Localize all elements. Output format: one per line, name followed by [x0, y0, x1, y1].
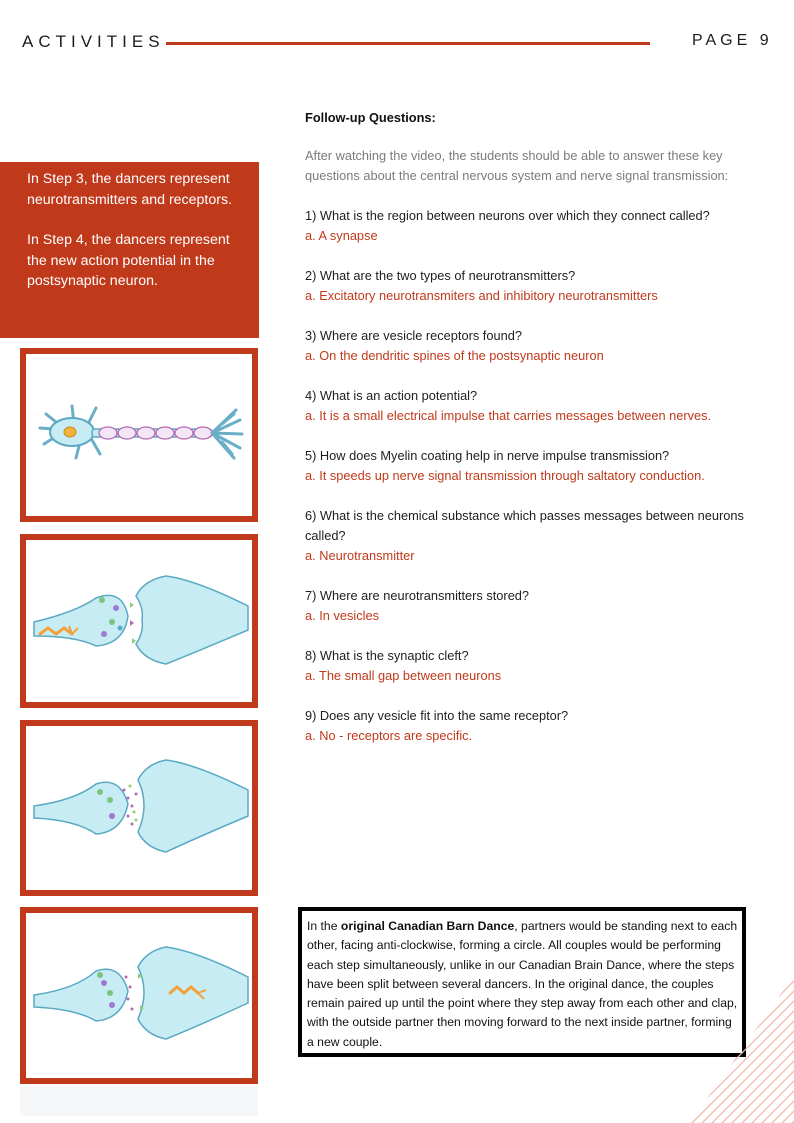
question-item — [305, 706, 765, 746]
answer-text: a. It speeds up nerve signal transmission through saltatory conduction. — [305, 468, 705, 483]
question-text: 2) What are the two types of neurotransmitters? — [305, 268, 576, 283]
questions-heading: Follow-up Questions: — [305, 110, 436, 125]
barn-dance-note — [298, 907, 746, 1057]
synapse-signal-diagram — [26, 540, 252, 702]
question-item — [305, 206, 765, 246]
question-item — [305, 386, 765, 426]
question-item — [305, 646, 765, 686]
question-text: 8) What is the synaptic cleft? — [305, 648, 469, 663]
answer-text: a. Neurotransmitter — [305, 548, 415, 563]
neuron-diagram — [26, 354, 252, 516]
answer-text: a. The small gap between neurons — [305, 668, 502, 683]
page-number: PAGE 9 — [692, 32, 773, 49]
barn-dance-lead: In the — [307, 919, 341, 933]
header-rule — [166, 42, 650, 45]
step-3-text: In Step 3, the dancers represent neurotransmitters and receptors. — [27, 171, 233, 208]
faint-background-strip — [20, 1086, 258, 1116]
answer-text: a. It is a small electrical impulse that carries messages between nerves. — [305, 408, 712, 423]
question-item — [305, 326, 765, 366]
question-item — [305, 506, 765, 566]
question-item — [305, 446, 765, 486]
answer-text: a. On the dendritic spines of the postsynaptic neuron — [305, 348, 604, 363]
question-text: 1) What is the region between neurons over which they connect called? — [305, 208, 710, 223]
answer-text: a. A synapse — [305, 228, 378, 243]
question-text: 6) What is the chemical substance which passes messages between neurons called? — [305, 508, 744, 543]
section-title: ACTIVITIES — [22, 32, 165, 51]
question-text: 7) Where are neurotransmitters stored? — [305, 588, 530, 603]
postsynaptic-potential-diagram — [26, 913, 252, 1078]
question-item — [305, 586, 765, 626]
barn-dance-body: , partners would be standing next to each other, facing anti-clockwise, forming a circle. All couples would be performing each step simultaneously, unlike in our Canadian Brain Dance, where the steps have been split between several dancers. In the original dance, the couples remain paired up until the point where they step away from each other and clap, with the outside partner then moving forward to the next inside partner, forming a new couple. — [307, 919, 738, 1049]
questions-intro: After watching the video, the students should be able to answer these key questions about the central nervous system and nerve signal transmission: — [305, 148, 729, 183]
answer-text: a. No - receptors are specific. — [305, 728, 473, 743]
decorative-hatch — [690, 975, 794, 1123]
synapse-signal-illustration — [20, 534, 258, 708]
synapse-release-illustration — [20, 720, 258, 896]
answer-text: a. In vesicles — [305, 608, 379, 623]
question-text: 5) How does Myelin coating help in nerve impulse transmission? — [305, 448, 670, 463]
question-text: 3) Where are vesicle receptors found? — [305, 328, 522, 343]
question-text: 4) What is an action potential? — [305, 388, 478, 403]
neuron-illustration — [20, 348, 258, 522]
barn-dance-emphasis: original Canadian Barn Dance — [340, 919, 515, 933]
postsynaptic-potential-illustration — [20, 907, 258, 1084]
question-item — [305, 266, 765, 306]
step-callout — [0, 162, 259, 338]
follow-up-questions — [305, 108, 765, 766]
answer-text: a. Excitatory neurotransmiters and inhibitory neurotransmitters — [305, 288, 658, 303]
step-4-text: In Step 4, the dancers represent the new action potential in the postsynaptic neuron. — [27, 232, 230, 289]
synapse-release-diagram — [26, 726, 252, 890]
question-text: 9) Does any vesicle fit into the same receptor? — [305, 708, 569, 723]
